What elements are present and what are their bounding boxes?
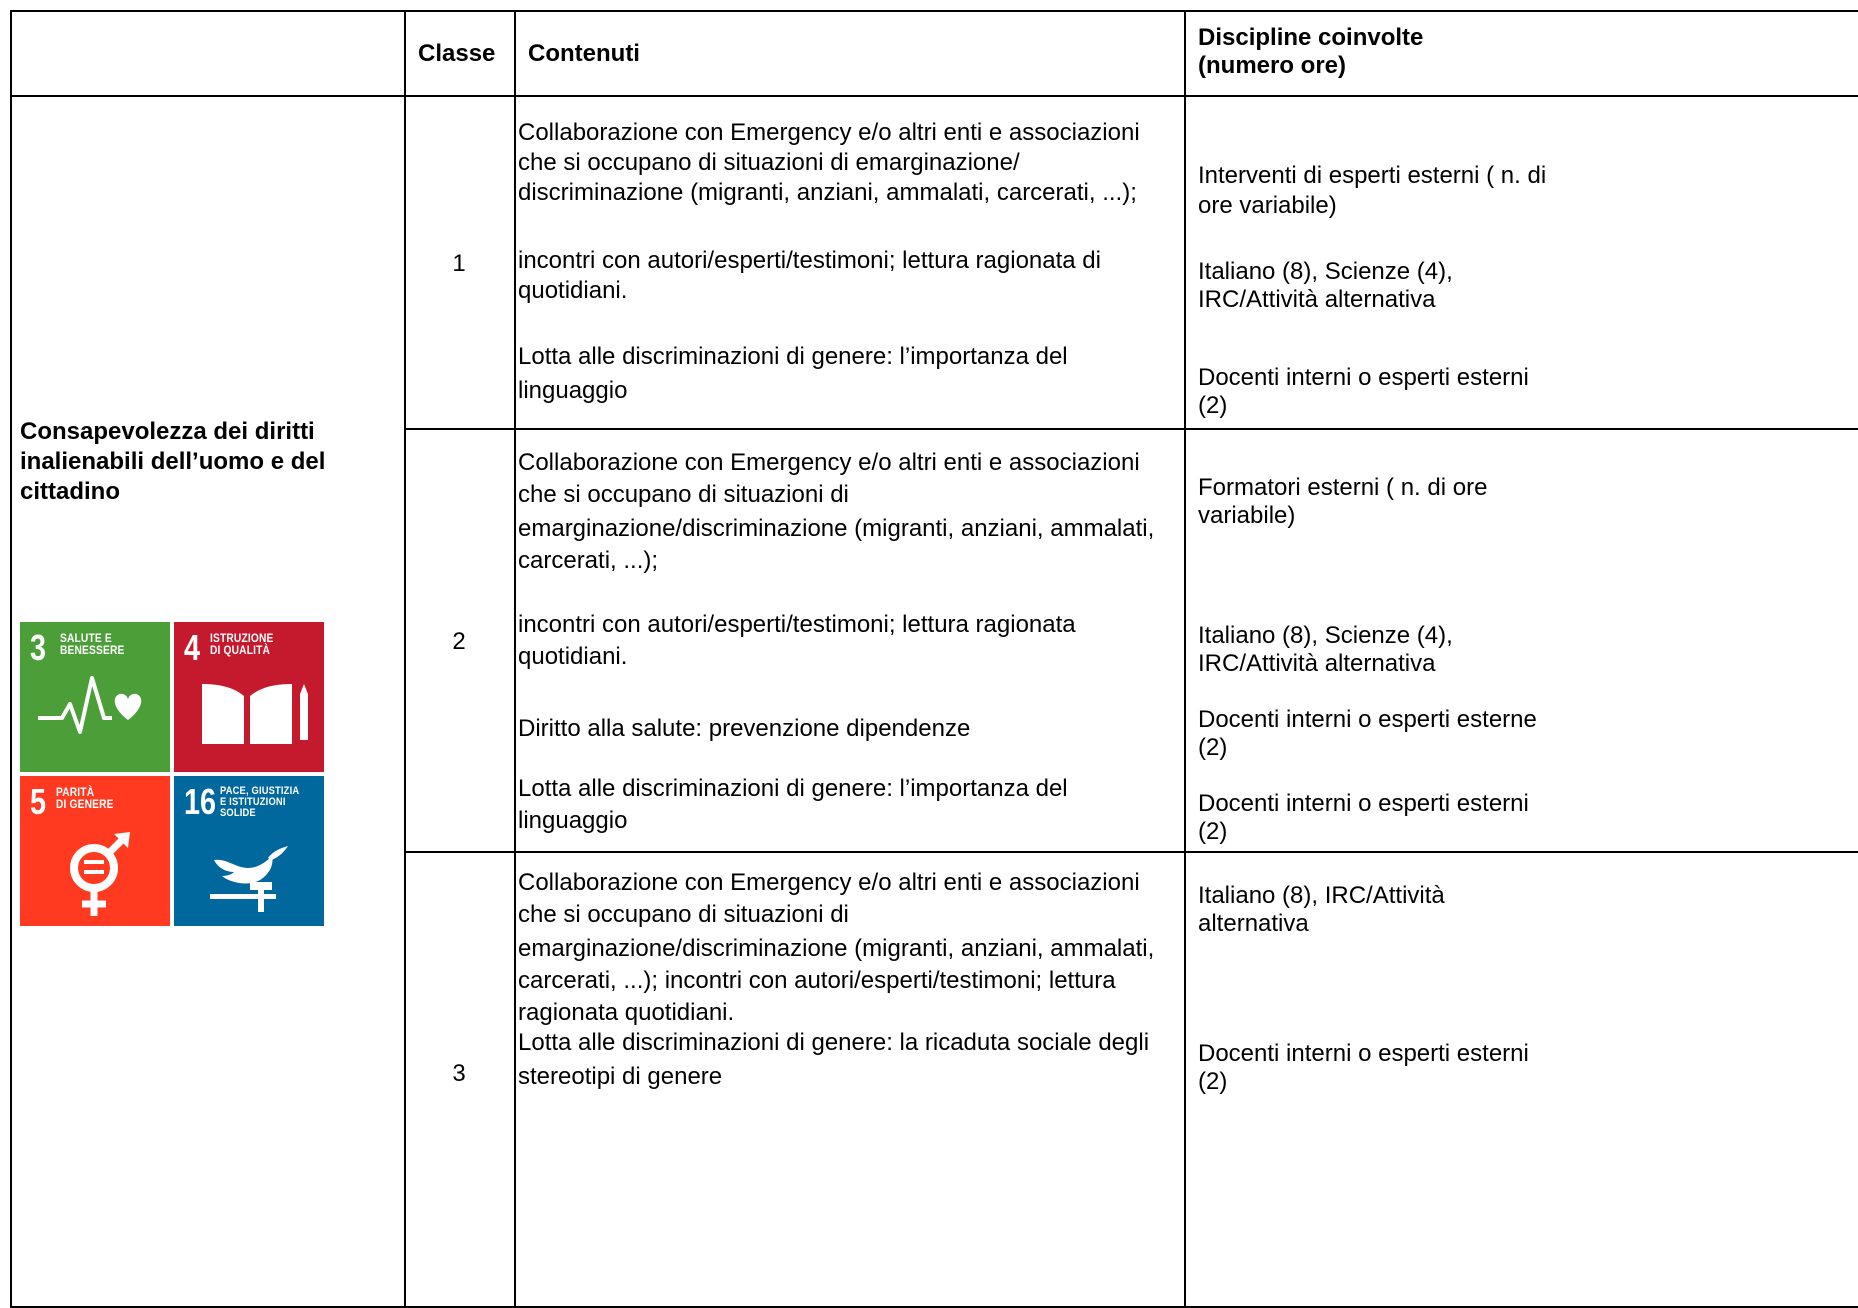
discipline-line: Docenti interni o esperti esterne [1198, 706, 1537, 733]
header-discipline-line2: (numero ore) [1198, 52, 1347, 79]
contenuti-line: emarginazione/discriminazione (migranti, anziani, ammalati, [518, 935, 1155, 962]
contenuti-line: Collaborazione con Emergency e/o altri enti e associazioni [518, 449, 1140, 476]
sdg-number: 16 [184, 781, 217, 822]
discipline-line: (2) [1198, 392, 1228, 419]
discipline-line: Docenti interni o esperti esterni [1198, 1040, 1529, 1067]
theme-title-line3: cittadino [20, 478, 120, 505]
contenuti-line: linguaggio [518, 377, 628, 404]
sdg-label: PACE, GIUSTIZIA E ISTITUZIONI SOLIDE [220, 785, 300, 819]
discipline-line: ore variabile) [1198, 192, 1337, 219]
sdg-number: 3 [30, 627, 47, 668]
contenuti-line: ragionata quotidiani. [518, 999, 735, 1026]
sdg-tile-4 [174, 622, 324, 772]
row-2-classe: 2 [452, 628, 466, 655]
discipline-line: Formatori esterni ( n. di ore [1198, 474, 1488, 501]
contenuti-line: Collaborazione con Emergency e/o altri enti e associazioni [518, 869, 1140, 896]
contenuti-line: stereotipi di genere [518, 1063, 723, 1090]
discipline-line: (2) [1198, 818, 1228, 845]
discipline-line: variabile) [1198, 502, 1296, 529]
sdg-label: SALUTE E BENESSERE [60, 631, 125, 657]
discipline-line: IRC/Attività alternativa [1198, 286, 1436, 313]
header-discipline-line1: Discipline coinvolte [1198, 24, 1424, 51]
header-bottom-border [10, 95, 1858, 97]
col-divider-2 [514, 10, 516, 1308]
contenuti-line: discriminazione (migranti, anziani, ammalati, carcerati, ...); [518, 179, 1137, 206]
discipline-line: (2) [1198, 1068, 1228, 1095]
row-divider-1 [404, 428, 1858, 430]
discipline-line: Interventi di esperti esterni ( n. di [1198, 162, 1547, 189]
sdg-label: PARITÀ DI GENERE [56, 785, 114, 811]
theme-title-line1: Consapevolezza dei diritti [20, 418, 315, 445]
contenuti-line: linguaggio [518, 807, 628, 834]
row-3-classe: 3 [452, 1060, 466, 1087]
contenuti-line: che si occupano di situazioni di [518, 481, 849, 508]
contenuti-line: carcerati, ...); [518, 547, 659, 574]
sdg-number: 4 [184, 627, 201, 668]
contenuti-line: emarginazione/discriminazione (migranti, anziani, ammalati, [518, 515, 1155, 542]
sdg-goals-grid [20, 622, 324, 926]
contenuti-line: che si occupano di situazioni di emarginazione/ [518, 149, 1020, 176]
contenuti-line: Lotta alle discriminazioni di genere: l’importanza del [518, 343, 1068, 370]
contenuti-line: Lotta alle discriminazioni di genere: la ricaduta sociale degli [518, 1029, 1150, 1056]
contenuti-line: incontri con autori/esperti/testimoni; lettura ragionata di [518, 247, 1101, 274]
contenuti-line: Diritto alla salute: prevenzione dipendenze [518, 715, 971, 742]
contenuti-line: Lotta alle discriminazioni di genere: l’importanza del [518, 775, 1068, 802]
sdg-tile-16 [174, 776, 324, 926]
discipline-line: Italiano (8), Scienze (4), [1198, 258, 1453, 285]
contenuti-line: Collaborazione con Emergency e/o altri enti e associazioni [518, 119, 1140, 146]
discipline-line: Italiano (8), IRC/Attività [1198, 882, 1445, 909]
contenuti-line: carcerati, ...); incontri con autori/esperti/testimoni; lettura [518, 967, 1116, 994]
dove-gavel-icon [174, 776, 324, 926]
table-top-border [10, 10, 1858, 12]
theme-title-line2: inalienabili dell’uomo e del [20, 448, 326, 475]
sdg-tile-5 [20, 776, 170, 926]
sdg-number: 5 [30, 781, 47, 822]
book-pencil-icon [174, 622, 324, 772]
contenuti-line: quotidiani. [518, 643, 628, 670]
discipline-line: Docenti interni o esperti esterni [1198, 790, 1529, 817]
header-classe: Classe [418, 40, 496, 67]
discipline-line: IRC/Attività alternativa [1198, 650, 1436, 677]
contenuti-line: che si occupano di situazioni di [518, 901, 849, 928]
table-left-border [10, 10, 12, 1308]
discipline-line: Italiano (8), Scienze (4), [1198, 622, 1453, 649]
discipline-line: alternativa [1198, 910, 1309, 937]
gender-equality-icon [20, 776, 170, 926]
col-divider-1 [404, 10, 406, 1308]
heartbeat-icon [20, 622, 170, 772]
col-divider-3 [1184, 10, 1186, 1308]
contenuti-line: incontri con autori/esperti/testimoni; lettura ragionata [518, 611, 1076, 638]
contenuti-line: quotidiani. [518, 277, 628, 304]
row-divider-2 [404, 851, 1858, 853]
discipline-line: Docenti interni o esperti esterni [1198, 364, 1529, 391]
header-contenuti: Contenuti [528, 40, 640, 67]
sdg-label: ISTRUZIONE DI QUALITÀ [210, 631, 274, 657]
sdg-tile-3 [20, 622, 170, 772]
discipline-line: (2) [1198, 734, 1228, 761]
row-1-classe: 1 [452, 250, 466, 277]
